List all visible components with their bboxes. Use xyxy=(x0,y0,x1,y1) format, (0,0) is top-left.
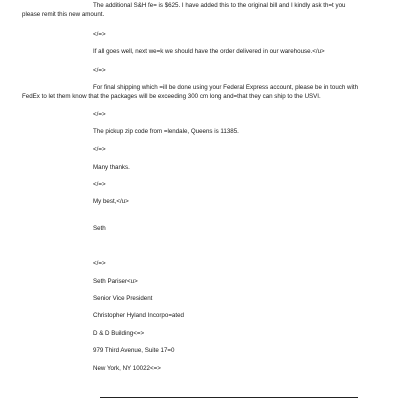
signature-name: Seth Pariser<u> xyxy=(93,278,138,285)
separator-4: </=> xyxy=(93,146,106,153)
paragraph-shipping-fee-line-2: please remit this new amount. xyxy=(22,11,105,18)
separator-6: </=> xyxy=(93,260,106,267)
footer-divider xyxy=(100,397,358,398)
separator-3: </=> xyxy=(93,111,106,118)
paragraph-pickup-zip: The pickup zip code from =lendale, Queens is 11385. xyxy=(93,128,239,135)
signature-building: D & D Building<=> xyxy=(93,330,145,337)
signature-title: Senior Vice President xyxy=(93,295,153,302)
signature-company: Christopher Hyland Incorpo=ated xyxy=(93,312,184,319)
thanks-text: Many thanks. xyxy=(93,164,130,171)
paragraph-fedex-line-1: For final shipping which =ill be done using your Federal Express account, please be in touch with xyxy=(93,84,359,91)
separator-1: </=> xyxy=(93,31,106,38)
signature-city: New York, NY 10022<=> xyxy=(93,365,161,372)
signoff-name: Seth xyxy=(93,225,106,232)
signature-address: 979 Third Avenue, Suite 17=0 xyxy=(93,347,175,354)
separator-2: </=> xyxy=(93,67,106,74)
paragraph-shipping-fee-line-1: The additional S&H fe= is $625. I have added this to the original bill and I kindly ask th=t you xyxy=(93,2,346,9)
separator-5: </=> xyxy=(93,181,106,188)
paragraph-fedex-line-2: FedEx to let them know that the packages will be exceeding 300 cm long and=that they can ship to the USVI. xyxy=(22,93,321,100)
closing-text: My best,</u> xyxy=(93,198,129,205)
paragraph-delivery: If all goes well, next we=k we should have the order delivered in our warehouse.</u> xyxy=(93,48,325,55)
